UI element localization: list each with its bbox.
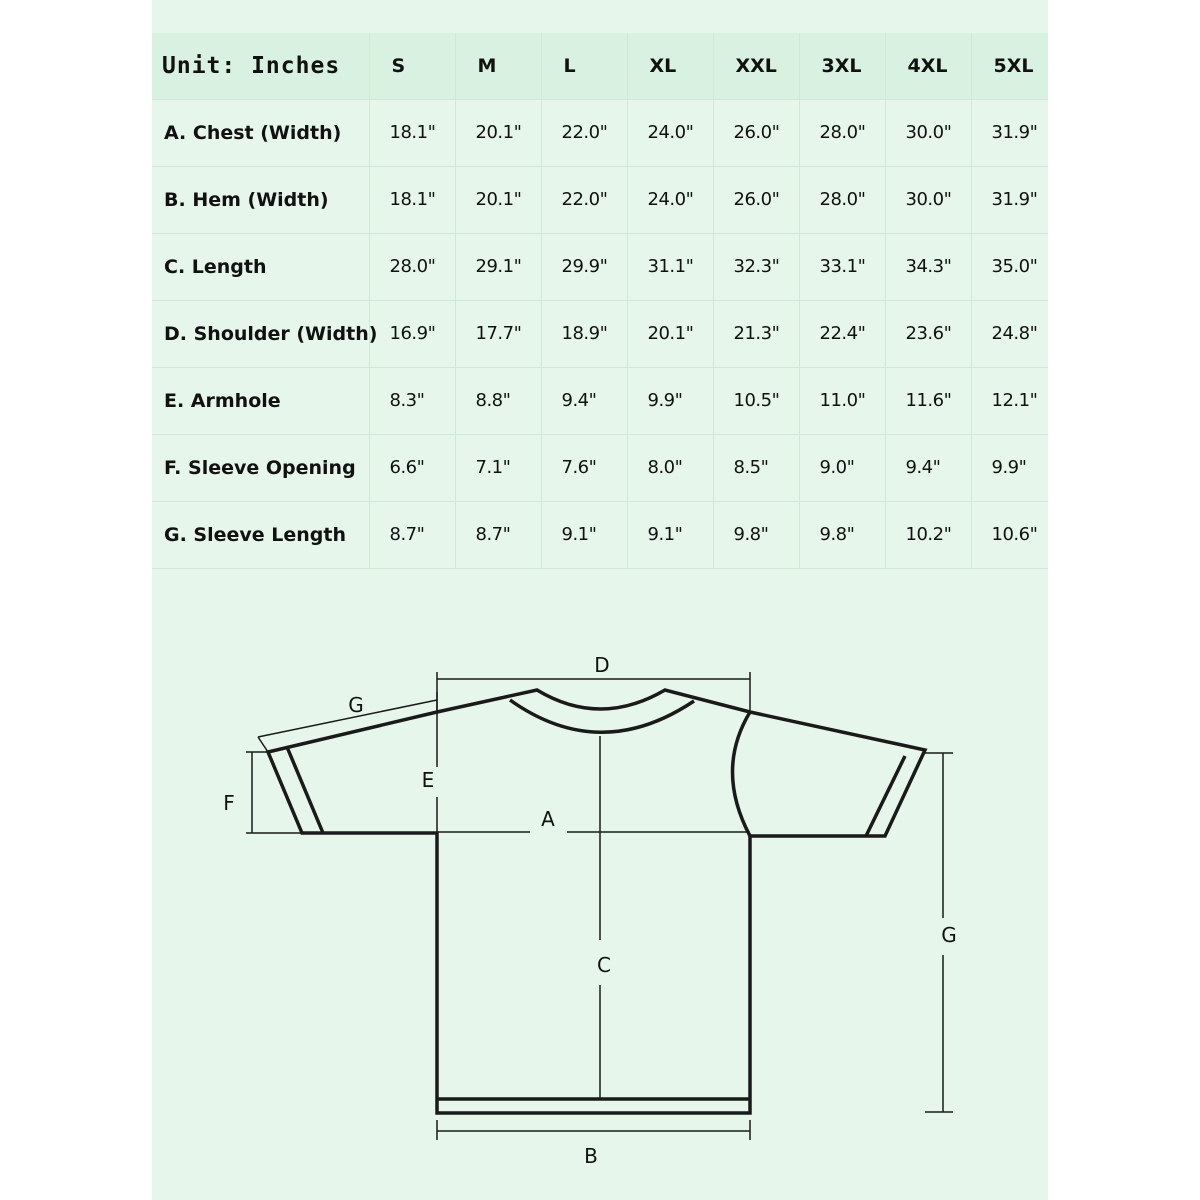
- measurement-value: 30.0": [885, 166, 971, 233]
- label-e: E: [421, 768, 435, 792]
- label-g-sleeve: G: [348, 693, 364, 717]
- size-header: L: [541, 33, 627, 99]
- label-f: F: [223, 791, 235, 815]
- measurement-value: 18.9": [541, 300, 627, 367]
- measurement-value: 29.1": [455, 233, 541, 300]
- measurement-label: G. Sleeve Length: [152, 501, 369, 568]
- measurement-value: 9.8": [799, 501, 885, 568]
- label-a: A: [541, 807, 555, 831]
- size-header: 3XL: [799, 33, 885, 99]
- measurement-label: F. Sleeve Opening: [152, 434, 369, 501]
- measurement-value: 9.4": [541, 367, 627, 434]
- measurement-value: 32.3": [713, 233, 799, 300]
- measurement-value: 20.1": [455, 166, 541, 233]
- measurement-value: 18.1": [369, 99, 455, 166]
- measurement-value: 23.6": [885, 300, 971, 367]
- unit-label: Unit: Inches: [152, 33, 369, 99]
- measurement-value: 7.1": [455, 434, 541, 501]
- measurement-label: A. Chest (Width): [152, 99, 369, 166]
- measurement-value: 11.6": [885, 367, 971, 434]
- measurement-value: 8.8": [455, 367, 541, 434]
- measurement-label: D. Shoulder (Width): [152, 300, 369, 367]
- measurement-label: C. Length: [152, 233, 369, 300]
- measurement-value: 28.0": [369, 233, 455, 300]
- measurement-value: 28.0": [799, 166, 885, 233]
- measurement-value: 34.3": [885, 233, 971, 300]
- dimension-lines: [246, 672, 953, 1140]
- measurement-value: 9.4": [885, 434, 971, 501]
- size-header: S: [369, 33, 455, 99]
- label-c: C: [597, 953, 611, 977]
- measurement-value: 28.0": [799, 99, 885, 166]
- label-d: D: [594, 653, 610, 677]
- measurement-value: 24.8": [971, 300, 1048, 367]
- measurement-value: 8.0": [627, 434, 713, 501]
- measurement-value: 8.7": [369, 501, 455, 568]
- size-header: 4XL: [885, 33, 971, 99]
- measurement-value: 10.2": [885, 501, 971, 568]
- measurement-value: 24.0": [627, 99, 713, 166]
- label-b: B: [584, 1144, 598, 1168]
- measurement-value: 17.7": [455, 300, 541, 367]
- measurement-value: 9.1": [541, 501, 627, 568]
- measurement-value: 29.9": [541, 233, 627, 300]
- measurement-value: 16.9": [369, 300, 455, 367]
- label-g-side: G: [941, 923, 957, 947]
- measurement-value: 20.1": [627, 300, 713, 367]
- measurement-value: 7.6": [541, 434, 627, 501]
- measurement-value: 18.1": [369, 166, 455, 233]
- measurement-value: 20.1": [455, 99, 541, 166]
- measurement-value: 11.0": [799, 367, 885, 434]
- measurement-value: 31.9": [971, 99, 1048, 166]
- size-header: 5XL: [971, 33, 1048, 99]
- measurement-value: 31.9": [971, 166, 1048, 233]
- size-header: XL: [627, 33, 713, 99]
- tshirt-outline: [268, 690, 925, 1113]
- measurement-value: 6.6": [369, 434, 455, 501]
- measurement-value: 10.6": [971, 501, 1048, 568]
- measurement-label: E. Armhole: [152, 367, 369, 434]
- measurement-value: 8.7": [455, 501, 541, 568]
- size-header: XXL: [713, 33, 799, 99]
- measurement-value: 31.1": [627, 233, 713, 300]
- measurement-value: 21.3": [713, 300, 799, 367]
- measurement-label: B. Hem (Width): [152, 166, 369, 233]
- measurement-value: 8.3": [369, 367, 455, 434]
- measurement-value: 22.0": [541, 166, 627, 233]
- size-header: M: [455, 33, 541, 99]
- measurement-value: 9.9": [971, 434, 1048, 501]
- measurement-value: 9.1": [627, 501, 713, 568]
- measurement-value: 8.5": [713, 434, 799, 501]
- measurement-value: 24.0": [627, 166, 713, 233]
- measurement-value: 9.9": [627, 367, 713, 434]
- measurement-value: 26.0": [713, 166, 799, 233]
- measurement-value: 26.0": [713, 99, 799, 166]
- measurement-value: 22.0": [541, 99, 627, 166]
- measurement-value: 35.0": [971, 233, 1048, 300]
- measurement-value: 9.8": [713, 501, 799, 568]
- measurement-value: 33.1": [799, 233, 885, 300]
- measurement-value: 12.1": [971, 367, 1048, 434]
- measurement-value: 30.0": [885, 99, 971, 166]
- measurement-value: 10.5": [713, 367, 799, 434]
- measurement-value: 9.0": [799, 434, 885, 501]
- measurement-value: 22.4": [799, 300, 885, 367]
